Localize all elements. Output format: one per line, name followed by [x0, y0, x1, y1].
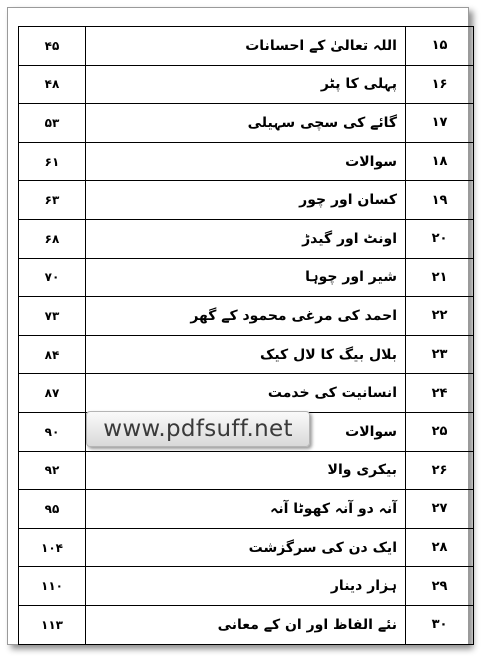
chapter-title: شیر اور چوہا — [86, 258, 406, 297]
chapter-title: اللہ تعالیٰ کے احسانات — [86, 27, 406, 66]
chapter-title: انسانیت کی خدمت — [86, 374, 406, 413]
chapter-number: ۱۷ — [406, 104, 474, 143]
chapter-number: ۲۶ — [406, 451, 474, 490]
page-number: ۵۳ — [19, 104, 86, 143]
table-of-contents — [18, 26, 474, 645]
toc-row — [19, 297, 474, 336]
chapter-title: کسان اور چور — [86, 181, 406, 220]
toc-row — [19, 335, 474, 374]
toc-row — [19, 490, 474, 529]
page-number: ۹۵ — [19, 490, 86, 529]
chapter-number: ۲۲ — [406, 297, 474, 336]
chapter-title: پہلی کا پٹر — [86, 65, 406, 104]
page-number: ۹۲ — [19, 451, 86, 490]
chapter-title: اونٹ اور گیدڑ — [86, 219, 406, 258]
watermark: www.pdfsuff.net — [86, 411, 310, 447]
chapter-title: آنہ دو آنہ کھوٹا آنہ — [86, 490, 406, 529]
toc-row — [19, 219, 474, 258]
chapter-title: گائے کی سچی سہیلی — [86, 104, 406, 143]
chapter-number: ۲۳ — [406, 335, 474, 374]
chapter-number: ۲۱ — [406, 258, 474, 297]
chapter-title: احمد کی مرغی محمود کے گھر — [86, 297, 406, 336]
toc-row — [19, 374, 474, 413]
chapter-number: ۳۰ — [406, 605, 474, 644]
page-number: ۱۱۰ — [19, 567, 86, 606]
chapter-number: ۱۹ — [406, 181, 474, 220]
toc-row — [19, 27, 474, 66]
toc-row — [19, 142, 474, 181]
page-number: ۷۳ — [19, 297, 86, 336]
chapter-number: ۲۰ — [406, 219, 474, 258]
page-number: ۴۸ — [19, 65, 86, 104]
chapter-number: ۲۷ — [406, 490, 474, 529]
chapter-title: سوالات — [86, 142, 406, 181]
page-number: ۱۱۳ — [19, 605, 86, 644]
chapter-title: ہزار دینار — [86, 567, 406, 606]
page-number: ۹۰ — [19, 412, 86, 451]
chapter-number: ۲۴ — [406, 374, 474, 413]
toc-row — [19, 104, 474, 143]
toc-row — [19, 258, 474, 297]
chapter-title: بلال بیگ کا لال کیک — [86, 335, 406, 374]
chapter-number: ۲۵ — [406, 412, 474, 451]
page-number: ۶۳ — [19, 181, 86, 220]
page-number: ۶۱ — [19, 142, 86, 181]
page-number: ۶۸ — [19, 219, 86, 258]
toc-row — [19, 181, 474, 220]
chapter-number: ۱۵ — [406, 27, 474, 66]
chapter-title: نئے الفاظ اور ان کے معانی — [86, 605, 406, 644]
chapter-title: بیکری والا — [86, 451, 406, 490]
chapter-number: ۲۹ — [406, 567, 474, 606]
page-number: ۸۴ — [19, 335, 86, 374]
page-number: ۷۰ — [19, 258, 86, 297]
chapter-title: سوالات — [86, 412, 406, 451]
toc-row — [19, 605, 474, 644]
toc-body — [19, 27, 474, 645]
page-number: ۸۷ — [19, 374, 86, 413]
toc-row — [19, 528, 474, 567]
chapter-title: ایک دن کی سرگزشت — [86, 528, 406, 567]
page-number: ۱۰۴ — [19, 528, 86, 567]
toc-row — [19, 567, 474, 606]
chapter-number: ۱۶ — [406, 65, 474, 104]
toc-row — [19, 451, 474, 490]
chapter-number: ۱۸ — [406, 142, 474, 181]
chapter-number: ۲۸ — [406, 528, 474, 567]
toc-row — [19, 65, 474, 104]
page-number: ۴۵ — [19, 27, 86, 66]
